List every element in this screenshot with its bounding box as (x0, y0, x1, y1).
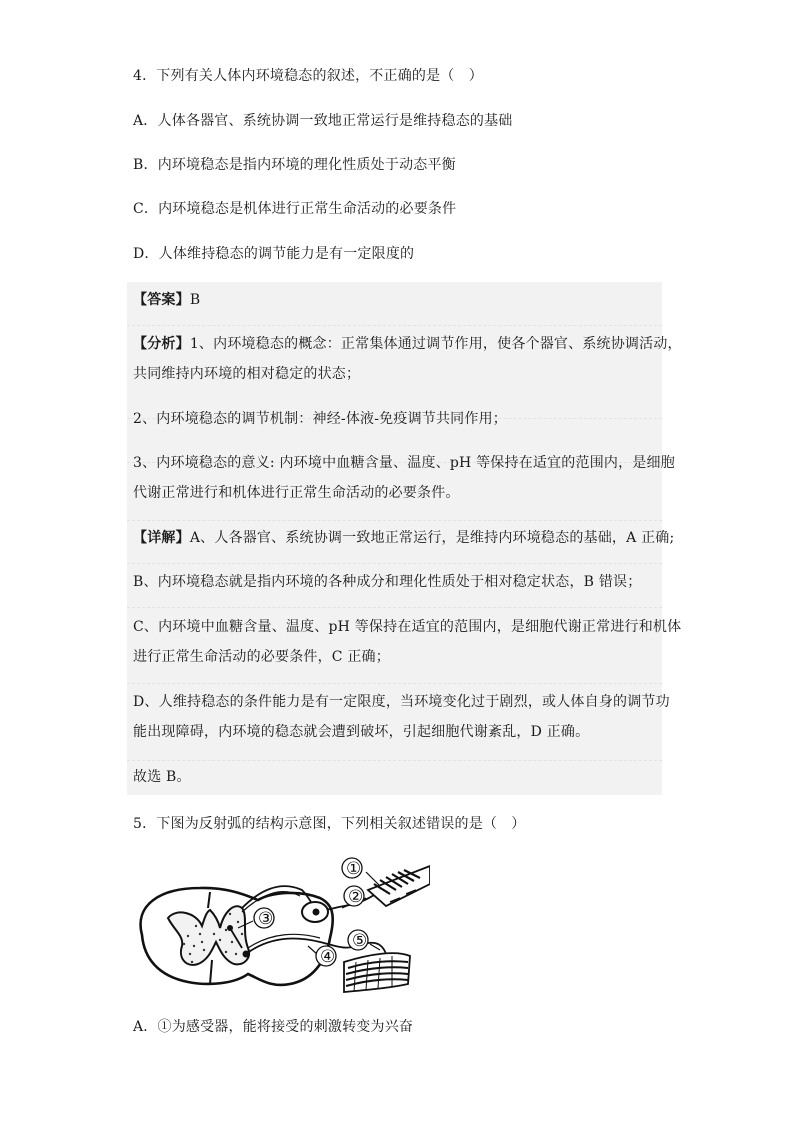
q4-stem: 4．下列有关人体内环境稳态的叙述，不正确的是（ ） (133, 68, 483, 84)
reflex-arc-diagram (130, 850, 430, 1000)
analysis-line-2: 共同维持内环境的相对稳定的状态； (133, 366, 361, 382)
analysis-line-1 (133, 334, 682, 354)
detail-line-5: D、人维持稳态的条件能力是有一定限度，当环境变化过于剧烈，或人体自身的调节功 (133, 694, 670, 710)
divider (127, 607, 662, 608)
label-4: ④ (320, 947, 336, 967)
analysis-line-3: 2、内环境稳态的调节机制：神经-体液-免疫调节共同作用； (133, 411, 507, 427)
gray-matter (168, 906, 249, 965)
divider (127, 325, 662, 326)
detail-line-3: C、内环境中血糖含量、温度、pH 等保持在适宜的范围内，是细胞代谢正常进行和机体 (133, 619, 682, 635)
divider (127, 760, 662, 761)
analysis-line-5: 代谢正常进行和机体进行正常生命活动的必要条件。 (133, 485, 460, 501)
divider (127, 520, 662, 521)
label-5: ⑤ (352, 931, 368, 951)
divider (127, 683, 662, 684)
q4-option-b: B．内环境稳态是指内环境的理化性质处于动态平衡 (133, 157, 456, 173)
q4-option-c: C．内环境稳态是机体进行正常生命活动的必要条件 (133, 201, 457, 217)
detail-line-6: 能出现障碍，内环境的稳态就会遭到破坏，引起细胞代谢紊乱，D 正确。 (133, 724, 590, 740)
analysis-text: 1、内环境稳态的概念：正常集体通过调节作用，使各个器官、系统协调活动， (189, 336, 682, 352)
label-3: ③ (258, 909, 274, 929)
receptor-skin (368, 866, 430, 906)
divider (127, 563, 662, 564)
effector-muscle (344, 953, 410, 992)
label-1: ① (346, 859, 362, 879)
detail-line-2: B、内环境稳态就是指内环境的各种成分和理化性质处于相对稳定状态，B 错误； (133, 574, 642, 590)
detail-line-4: 进行正常生命活动的必要条件，C 正确； (133, 649, 390, 665)
answer-line (133, 290, 200, 310)
answer-tag: 【答案】 (133, 292, 190, 308)
analysis-tag: 【分析】 (133, 336, 190, 352)
q4-option-d: D．人体维持稳态的调节能力是有一定限度的 (133, 246, 415, 262)
conclusion: 故选 B。 (133, 769, 191, 785)
q5-stem: 5．下图为反射弧的结构示意图，下列相关叙述错误的是（ ） (133, 816, 526, 832)
q5-option-a: A．①为感受器，能将接受的刺激转变为兴奋 (133, 1019, 414, 1035)
detail-text: A、人各器官、系统协调一致地正常运行，是维持内环境稳态的基础，A 正确; (189, 530, 675, 546)
detail-line-1 (133, 528, 674, 548)
answer-value: B (189, 292, 201, 308)
label-2: ② (348, 887, 364, 907)
detail-tag: 【详解】 (133, 530, 190, 546)
analysis-line-4: 3、内环境稳态的意义: 内环境中血糖含量、温度、pH 等保持在适宜的范围内，是细胞 (133, 455, 675, 471)
q4-option-a: A．人体各器官、系统协调一致地正常运行是维持稳态的基础 (133, 113, 513, 129)
